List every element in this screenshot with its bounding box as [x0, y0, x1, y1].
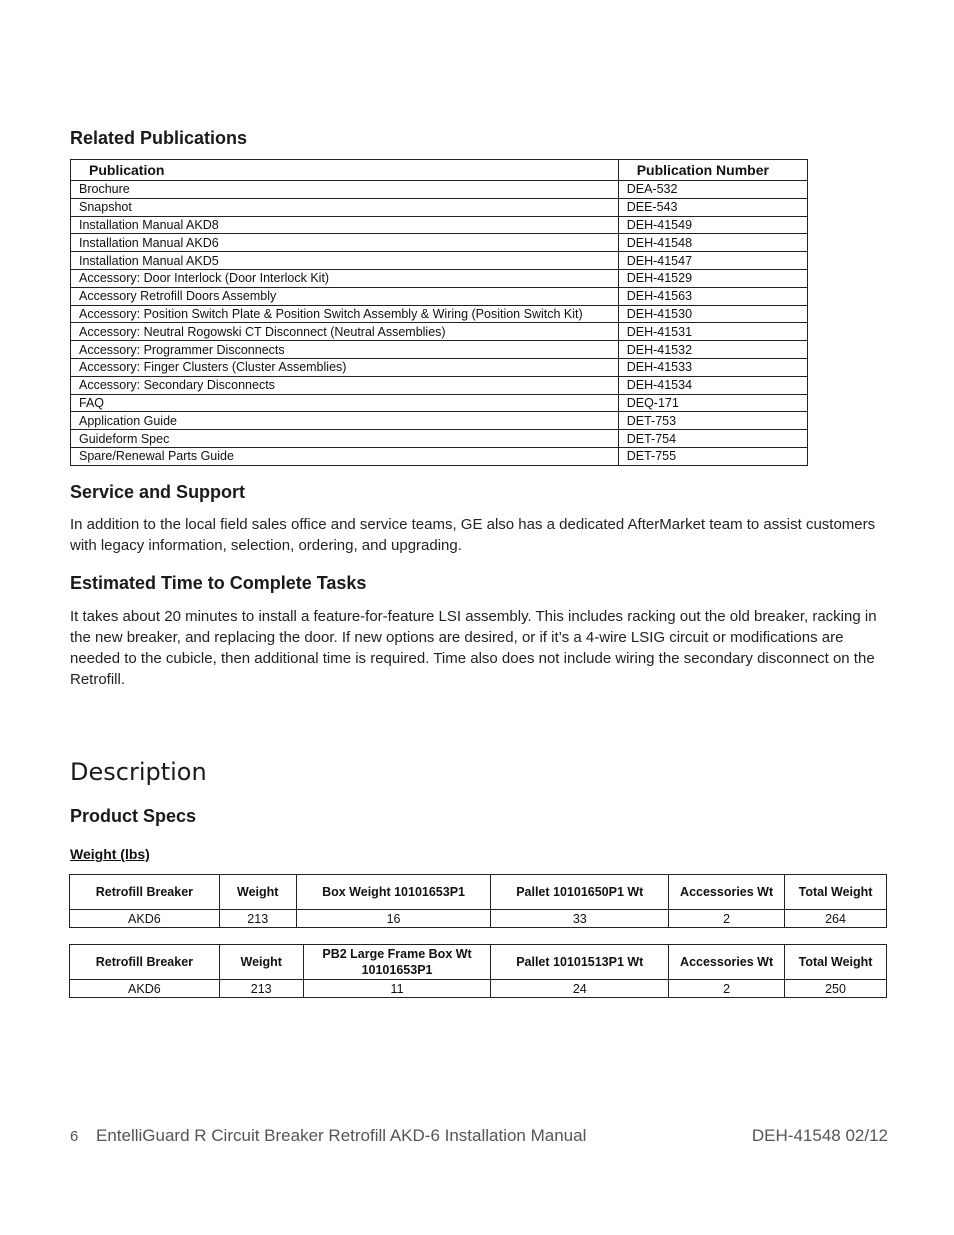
page-footer	[70, 1126, 888, 1150]
table-row	[70, 980, 887, 998]
table-row	[71, 412, 808, 430]
footer-doc-number: DEH-41548 02/12	[751, 1126, 888, 1145]
table-row	[71, 341, 808, 359]
publication-number-cell: DET-753	[618, 412, 807, 430]
publication-cell: Accessory: Neutral Rogowski CT Disconnect (Neutral Assemblies)	[71, 323, 619, 341]
table-cell: 2	[669, 910, 785, 928]
related-publications-table	[70, 159, 808, 466]
weight-table-1	[69, 874, 887, 928]
table-header-row	[71, 160, 808, 181]
column-header: Accessories Wt	[669, 875, 785, 910]
table-header-row	[70, 875, 887, 910]
publication-cell: Accessory: Secondary Disconnects	[71, 376, 619, 394]
table-row	[71, 234, 808, 252]
publication-cell: Installation Manual AKD5	[71, 252, 619, 270]
publication-cell: Installation Manual AKD6	[71, 234, 619, 252]
publication-cell: Installation Manual AKD8	[71, 216, 619, 234]
table-row	[71, 447, 808, 465]
description-heading: Description	[70, 758, 207, 786]
publication-number-cell: DET-754	[618, 430, 807, 448]
column-header: Accessories Wt	[669, 945, 785, 980]
service-support-text: In addition to the local field sales office and service teams, GE also has a dedicated AfterMarket team to assist customers with legacy information, selection, ordering, and upgrading.	[70, 516, 876, 554]
publication-cell: Accessory Retrofill Doors Assembly	[71, 287, 619, 305]
table-cell: AKD6	[70, 910, 220, 928]
publication-number-cell: DEH-41530	[618, 305, 807, 323]
publication-number-cell: DEE-543	[618, 198, 807, 216]
table-cell: 33	[491, 910, 669, 928]
publication-number-cell: DEH-41549	[618, 216, 807, 234]
table-cell: 11	[303, 980, 491, 998]
table-cell: 213	[219, 910, 296, 928]
publication-cell: Accessory: Finger Clusters (Cluster Assemblies)	[71, 358, 619, 376]
column-header: Weight	[219, 875, 296, 910]
publication-cell: Application Guide	[71, 412, 619, 430]
column-header: Retrofill Breaker	[70, 875, 220, 910]
publication-number-cell: DEA-532	[618, 181, 807, 199]
publication-cell: Accessory: Door Interlock (Door Interlock Kit)	[71, 269, 619, 287]
publication-number-cell: DEH-41532	[618, 341, 807, 359]
service-support-heading: Service and Support	[70, 482, 246, 502]
column-header: Pallet 10101650P1 Wt	[491, 875, 669, 910]
publication-cell: Snapshot	[71, 198, 619, 216]
table-row	[71, 252, 808, 270]
column-header: Total Weight	[785, 945, 887, 980]
table-cell: 264	[785, 910, 887, 928]
table-row	[71, 269, 808, 287]
column-header: Pallet 10101513P1 Wt	[491, 945, 669, 980]
estimated-time-heading: Estimated Time to Complete Tasks	[70, 573, 367, 593]
table-header-row	[70, 945, 887, 980]
table-row	[71, 430, 808, 448]
table-row	[71, 305, 808, 323]
publication-number-cell: DEH-41531	[618, 323, 807, 341]
table-row	[71, 358, 808, 376]
publication-number-cell: DEQ-171	[618, 394, 807, 412]
publication-cell: Guideform Spec	[71, 430, 619, 448]
publication-number-cell: DEH-41563	[618, 287, 807, 305]
table-row	[70, 910, 887, 928]
publication-cell: Brochure	[71, 181, 619, 199]
table-cell: 213	[219, 980, 303, 998]
publication-number-cell: DEH-41534	[618, 376, 807, 394]
column-header: Total Weight	[785, 875, 887, 910]
column-header: Retrofill Breaker	[70, 945, 220, 980]
table-row	[71, 198, 808, 216]
table-row	[71, 323, 808, 341]
publication-number-cell: DET-755	[618, 447, 807, 465]
table-row	[71, 181, 808, 199]
publication-cell: Accessory: Programmer Disconnects	[71, 341, 619, 359]
table-cell: AKD6	[70, 980, 220, 998]
publication-number-cell: DEH-41529	[618, 269, 807, 287]
related-publications-body	[71, 181, 808, 466]
publication-number-cell: DEH-41547	[618, 252, 807, 270]
column-header: PB2 Large Frame Box Wt 10101653P1	[303, 945, 491, 980]
column-header: Weight	[219, 945, 303, 980]
publication-number-cell: DEH-41548	[618, 234, 807, 252]
publication-cell: FAQ	[71, 394, 619, 412]
column-header-publication: Publication	[71, 160, 619, 181]
column-header: Box Weight 10101653P1	[296, 875, 491, 910]
product-specs-heading: Product Specs	[70, 806, 197, 826]
weight-heading: Weight (lbs)	[70, 846, 150, 862]
table-row	[71, 216, 808, 234]
table-row	[71, 287, 808, 305]
table-row	[71, 376, 808, 394]
related-publications-heading: Related Publications	[70, 128, 248, 148]
publication-cell: Accessory: Position Switch Plate & Position Switch Assembly & Wiring (Position Switch Kit)	[71, 305, 619, 323]
column-header-publication-number: Publication Number	[618, 160, 807, 181]
footer-title: EntelliGuard R Circuit Breaker Retrofill AKD-6 Installation Manual	[96, 1126, 587, 1145]
publication-number-cell: DEH-41533	[618, 358, 807, 376]
table-cell: 16	[296, 910, 491, 928]
table-row	[71, 394, 808, 412]
publication-cell: Spare/Renewal Parts Guide	[71, 447, 619, 465]
table-cell: 24	[491, 980, 669, 998]
estimated-time-text: It takes about 20 minutes to install a feature-for-feature LSI assembly. This includes racking out the old breaker, racking in the new breaker, and replacing the door. If new options are desired, or if it’s a 4-wire LSIG circuit or modifications are needed to the cubicle, then additional time is required. Time also does not include wiring the secondary disconnect on the Retrofill.	[70, 608, 877, 688]
table-cell: 2	[669, 980, 785, 998]
weight-table-2	[69, 944, 887, 998]
page-number: 6	[70, 1128, 79, 1145]
table-cell: 250	[785, 980, 887, 998]
